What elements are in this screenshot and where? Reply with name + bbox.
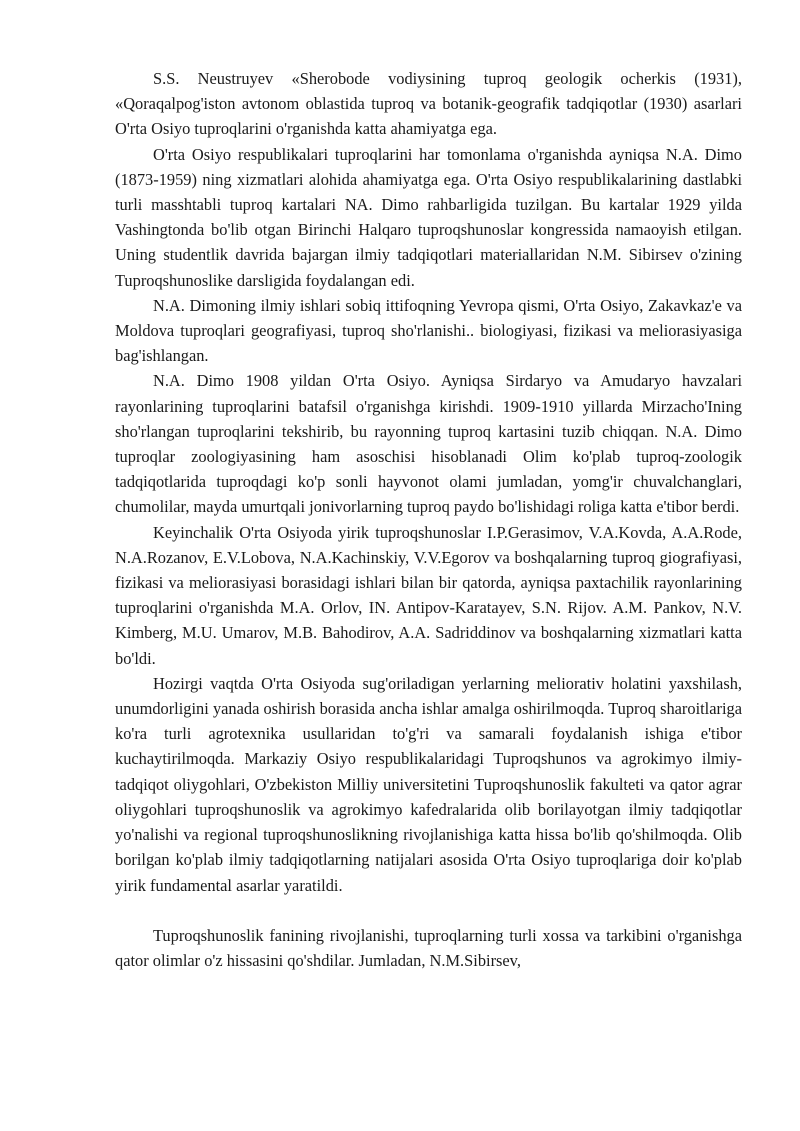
paragraph-later-scientists: Keyinchalik O'rta Osiyoda yirik tuproqshunoslar I.P.Gerasimov, V.A.Kovda, A.A.Rode, N.A.Rozanov, E.V.Lobova, N.A.Kachinskiy, V.V.Egorov va boshqalarning tuproq giografiyasi, fizikasi va meliorasiyasi borasidagi ishlari bilan bir qatorda, ayniqsa paxtachilik rayonlarining tuproqlarini o'rganishda M.A. Orlov, IN. Antipov-Karatayev, S.N. Rijov. A.M. Pankov, N.V. Kimberg, M.U. Umarov, M.B. Bahodirov, A.A. Sadriddinov va boshqalarning xizmatlari katta bo'ldi. bbox=[115, 522, 742, 668]
paragraph-dimo-1908: N.A. Dimo 1908 yildan O'rta Osiyo. Ayniqsa Sirdaryo va Amudaryo havzalari rayonlarining tuproqlarini batafsil o'rganishga kirishdi. 1909-1910 yillarda Mirzacho'Ining sho'rlangan tuproqlarini tekshirib, bu rayonning tuproq kartasini tuzib chiqqan. N.A. Dimo tuproqlar zoologiyasining ham asoschisi hisoblanadi Olim ko'plab tuproq-zoologik tadqiqotlarida tuproqdagi ko'p sonli hayvonot olami jumladan, yomg'ir chuvalchanglari, chumolilar, mayda umurtqali jonivorlarning tuproq paydo bo'lishidagi roliga katta e'tibor berdi. bbox=[115, 371, 742, 517]
paragraph-dimo-services: O'rta Osiyo respublikalari tuproqlarini har tomonlama o'rganishda ayniqsa N.A. Dimo (1873-1959) ning xizmatlari alohida ahamiyatga ega. O'rta Osiyo respublikalarining dastlabki turli masshtabli tuproq kartalari NA. Dimo rahbarligida tuzilgan. Bu kartalar 1929 yilda Vashingtonda bo'lib otgan Birinchi Halqaro tuproqshunoslar kongressida namaoyish etilgan. Uning studentlik davrida bajargan ilmiy tadqiqotlari materiallaridan N.M. Sibirsev o'zining Tuproqshunoslike darsligida foydalangan edi. bbox=[115, 144, 742, 290]
paragraph-dimo-research: N.A. Dimoning ilmiy ishlari sobiq ittifoqning Yevropa qismi, O'rta Osiyo, Zakavkaz'e va Moldova tuproqlari geografiyasi, tuproq sho'rlanishi.. biologiyasi, fizikasi va meliorasiyasiga bag'ishlangan. bbox=[115, 295, 742, 366]
document-page bbox=[115, 66, 742, 973]
paragraph-development: Tuproqshunoslik fanining rivojlanishi, tuproqlarning turli xossa va tarkibini o'rganishga qator olimlar o'z hissasini qo'shdilar. Jumladan, N.M.Sibirsev, bbox=[115, 925, 742, 970]
paragraph-current-state: Hozirgi vaqtda O'rta Osiyoda sug'oriladigan yerlarning meliorativ holatini yaxshilash, unumdorligini yanada oshirish borasida ancha ishlar amalga oshirilmoqda. Tuproq sharoitlariga ko'ra turli agrotexnika usullaridan to'g'ri va samarali foydalanish ishiga e'tibor kuchaytirilmoqda. Markaziy Osiyo respublikalaridagi Tuproqshunos va agrokimyo ilmiy-tadqiqot oliygohlari, O'zbekiston Milliy universitetini Tuproqshunoslik fakulteti va qator agrar oliygohlari tuproqshunoslik va agrokimyo kafedralarida olib borilayotgan ilmiy tadqiqotlar yo'nalishi va regional tuproqshunoslikning rivojlanishiga katta hissa bo'lib qo'shilmoqda. Olib borilgan ko'plab ilmiy tadqiqotlarning natijalari asosida O'rta Osiyo tuproqlariga doir ko'plab yirik fundamental asarlar yaratildi. bbox=[115, 673, 742, 895]
paragraph-neustruyev: S.S. Neustruyev «Sherobode vodiysining tuproq geologik ocherkis (1931), «Qoraqalpog'iston avtonom oblastida tuproq va botanik-geografik tadqiqotlar (1930) asarlari O'rta Osiyo tuproqlarini o'rganishda katta ahamiyatga ega. bbox=[115, 69, 742, 139]
